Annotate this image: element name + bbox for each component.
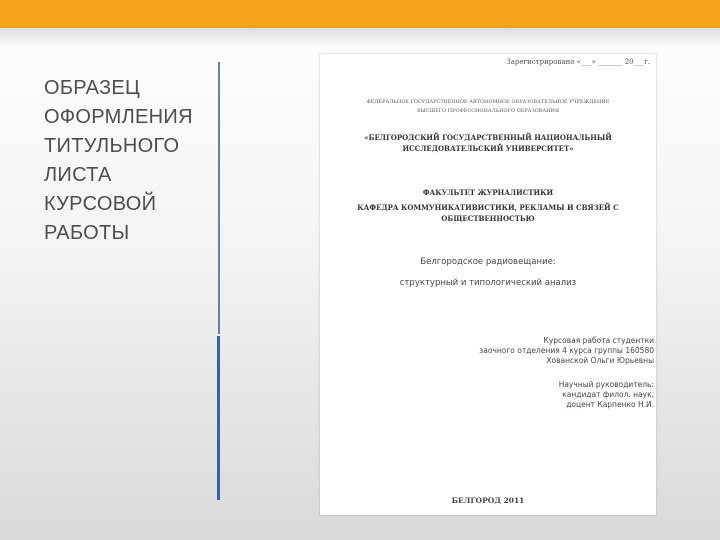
header-strip xyxy=(0,28,720,50)
department-line: КАФЕДРА КОММУНИКАТИВИСТИКИ, РЕКЛАМЫ И СВЯЗЕЙ С xyxy=(357,203,619,212)
slide-title-line: ЛИСТА xyxy=(44,164,112,186)
university-line: «БЕЛГОРОДСКИЙ ГОСУДАРСТВЕННЫЙ НАЦИОНАЛЬНЫЙ xyxy=(364,133,612,142)
author-block xyxy=(479,336,654,366)
author-line: Курсовая работа студентки xyxy=(543,336,654,345)
slide-title-line: ОБРАЗЕЦ xyxy=(44,77,141,99)
divider-line-upper xyxy=(218,62,220,334)
advisor-line: Научный руководитель: xyxy=(558,380,654,389)
ministry-header xyxy=(320,98,656,116)
thesis-title: Белгородское радиовещание: xyxy=(420,257,556,267)
university-name xyxy=(340,132,636,154)
slide-title-line: ТИТУЛЬНОГО xyxy=(44,135,180,157)
city-year: БЕЛГОРОД 2011 xyxy=(451,496,525,505)
slide-title-line: КУРСОВОЙ xyxy=(44,193,157,215)
slide-title xyxy=(44,74,212,248)
advisor-line: кандидат филол. наук, xyxy=(562,390,654,399)
university-line: ИССЛЕДОВАТЕЛЬСКИЙ УНИВЕРСИТЕТ» xyxy=(402,144,574,153)
department-line: ОБЩЕСТВЕННОСТЬЮ xyxy=(441,214,535,223)
advisor-block xyxy=(559,380,654,410)
thesis-subtitle: структурный и типологический анализ xyxy=(399,278,577,288)
registration-line: Зарегистрировано «___» _______ 20___г. xyxy=(506,58,650,66)
author-line: заочного отделения 4 курса группы 160580 xyxy=(479,346,654,355)
department-name xyxy=(350,202,626,224)
top-accent-bar xyxy=(0,0,720,28)
title-page-image xyxy=(320,54,656,515)
slide-title-line: РАБОТЫ xyxy=(44,222,130,244)
advisor-line: доцент Карпенко Н.И. xyxy=(566,400,654,409)
slide-title-line: ОФОРМЛЕНИЯ xyxy=(44,106,193,128)
ministry-line: ВЫСШЕГО ПРОФЕССИОНАЛЬНОГО ОБРАЗОВАНИЯ xyxy=(416,108,559,114)
divider-line-lower xyxy=(217,336,220,500)
author-line: Хованской Ольги Юрьевны xyxy=(546,356,654,365)
ministry-line: ФЕДЕРАЛЬНОЕ ГОСУДАРСТВЕННОЕ АВТОНОМНОЕ ОБРАЗОВАТЕЛЬНОЕ УЧРЕЖДЕНИЕ xyxy=(366,99,610,105)
faculty-name: ФАКУЛЬТЕТ ЖУРНАЛИСТИКИ xyxy=(422,188,554,197)
